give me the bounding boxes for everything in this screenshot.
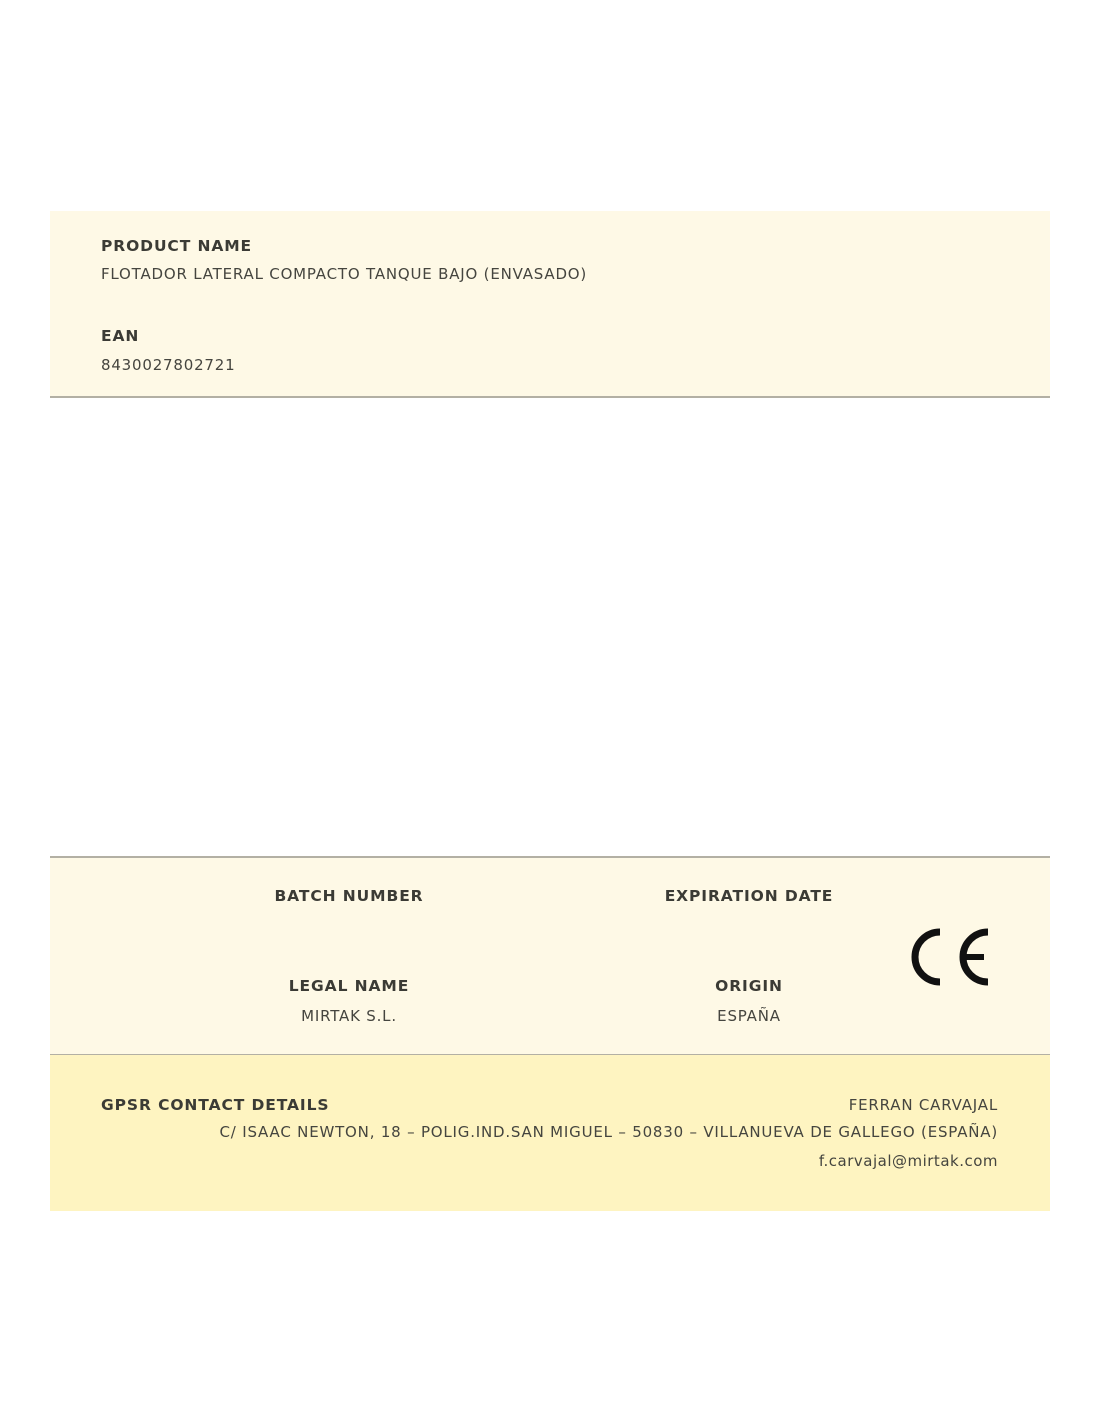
product-info-panel <box>50 211 1050 398</box>
legal-name-label: LEGAL NAME <box>288 977 410 995</box>
gpsr-contact-name: FERRAN CARVAJAL <box>848 1096 998 1114</box>
product-name-value: FLOTADOR LATERAL COMPACTO TANQUE BAJO (ENVASADO) <box>101 265 588 283</box>
legal-name-value: MIRTAK S.L. <box>301 1007 397 1025</box>
gpsr-contact-label: GPSR CONTACT DETAILS <box>101 1096 330 1114</box>
origin-value: ESPAÑA <box>717 1007 781 1025</box>
expiration-date-label: EXPIRATION DATE <box>664 887 834 905</box>
gpsr-contact-address: C/ ISAAC NEWTON, 18 – POLIG.IND.SAN MIGUEL – 50830 – VILLANUEVA DE GALLEGO (ESPAÑA) <box>219 1123 998 1141</box>
gpsr-contact-email[interactable]: f.carvajal@mirtak.com <box>818 1152 998 1170</box>
batch-number-label: BATCH NUMBER <box>274 887 424 905</box>
origin-label: ORIGIN <box>715 977 783 995</box>
batch-legal-info-panel <box>50 856 1050 1056</box>
product-name-label: PRODUCT NAME <box>101 237 253 255</box>
ean-value: 8430027802721 <box>101 356 236 374</box>
ce-mark-icon <box>906 926 992 988</box>
gpsr-contact-panel <box>50 1055 1050 1211</box>
ean-label: EAN <box>101 327 140 345</box>
